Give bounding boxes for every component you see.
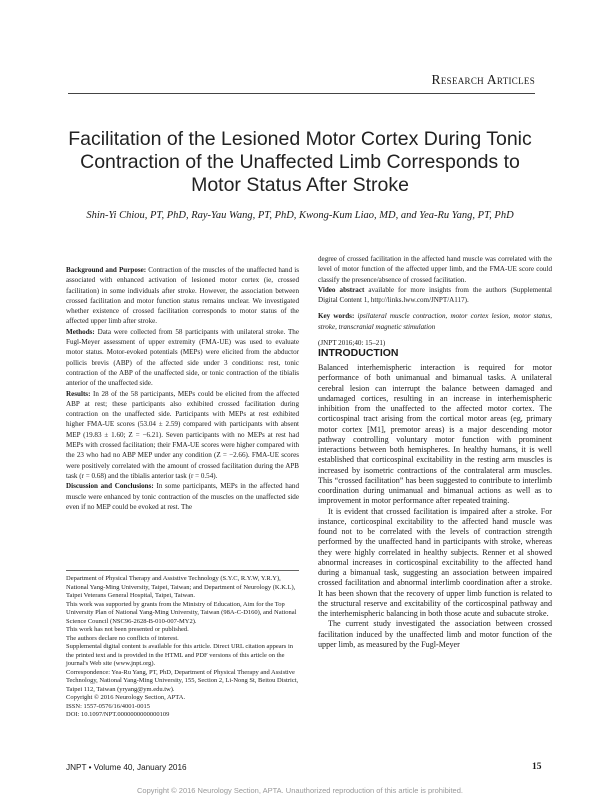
methods-label: Methods: [66, 327, 95, 336]
intro-body [318, 363, 552, 650]
footnote-funding: This work was supported by grants from the Ministry of Education, Aim for the Top University Plan of National Yang-Ming University, Taiwan (98A-C-D160), and National Science Council (NSC96-2628-B-010-007-MY2). [66, 600, 297, 625]
footnote-issn: ISSN: 1557-0576/16/4001-0015 [66, 702, 150, 710]
background-text: Contraction of the muscles of the unaffected hand is associated with enhanced activation of lesioned motor cortex (ie, crossed facilitation) in some individuals after stroke. However, the association between crossed facilitation and motor function status remains unclear. We investigated whether existence of crossed facilitation corresponds to motor status of the affected upper limb after stroke. [66, 266, 299, 326]
intro-paragraph-1: Balanced interhemispheric interaction is required for motor performance of both unimanual and bimanual tasks. A unilateral cerebral lesion can interrupt the balance between damaged and undamaged cortices, resulting in an increase in interhemispheric inhibition from the unaffected to the affected motor cortex. The corticospinal tract arising from the cortical motor areas (eg, primary motor cortex [M1], premotor areas) is a major descending motor pathway controlling voluntary motor function with prominent interactions between both hemispheres. In healthy humans, it is well established that corticospinal excitability in the resting arm muscles is increased by isometric contractions of the contralateral arm muscles. This “crossed facilitation” has been suggested to contribute to interlimb coordination during unimanual and bimanual actions as well as to improvement in motor performance after repeated training. [318, 363, 552, 506]
citation: (JNPT 2016;40: 15–21) [318, 339, 386, 348]
footnote-doi: DOI: 10.1097/NPT.0000000000000109 [66, 711, 170, 718]
video-label: Video abstract [318, 285, 365, 294]
background-label: Background and Purpose: [66, 266, 147, 274]
footnote-copyright: Copyright © 2016 Neurology Section, APTA. [66, 694, 186, 701]
methods-text: Data were collected from 58 participants with unilateral stroke. The Fugl-Meyer assessment of upper extremity (FMA-UE) was used to evaluate motor status. Motor-evoked potentials (MEPs) were elicited from the abductor pollicis brevis (ABP) of the affected side under 3 conditions: rest, tonic contraction of the ABP of the unaffected side, or tonic contraction of the tibialis anterior of the unaffected side. [66, 327, 299, 388]
header-rule [68, 93, 535, 94]
results-label: Results: [66, 389, 91, 398]
footnote-correspondence: Correspondence: Yea-Ru Yang, PT, PhD, Department of Physical Therapy and Assistive Technology, National Yang-Ming University, 155, Section 2, Li-Nong St, Beitou District, Taipei 112, Taiwan (yryang@ym.edu.tw). [66, 668, 299, 693]
copyright-notice: Copyright © 2016 Neurology Section, APTA. Unauthorized reproduction of this article is prohibited. [137, 786, 463, 795]
section-label: Research Articles [431, 72, 535, 87]
footnote-rule [66, 570, 299, 571]
page-number: 15 [532, 762, 542, 772]
keywords-text: ipsilateral muscle contraction, motor cortex lesion, motor status, stroke, transcranial magnetic stimulation [318, 312, 552, 331]
discussion-text: In some participants, MEPs in the affected hand muscle were enhanced by tonic contraction of the muscles on the unaffected side even if no MEP could be evoked at rest. The [66, 482, 299, 511]
abstract-left-column [66, 265, 299, 512]
intro-paragraph-2: It is evident that crossed facilitation is impaired after a stroke. For instance, corticospinal excitability to the affected hand muscle was found not to be correlated with the levels of contraction strength performed by the unaffected hand in participants with stroke, whereas they were highly correlated in healthy subjects. Renner et al showed abnormal increases in corticospinal excitability to the affected hand during a bimanual task, suggesting an association between impaired crossed facilitation and abnormal interlimb coordination after a stroke. It has been shown that the recovery of upper limb function is related to the structural reserve and excitability of the corticospinal pathway and the interhemispheric balancing in both those acute and subacute stroke. [318, 506, 552, 618]
intro-heading: INTRODUCTION [318, 347, 399, 359]
intro-paragraph-3: The current study investigated the association between crossed facilitation induced by the unaffected limb and motor function of the upper limb, as measured by the Fugl-Meyer [318, 619, 552, 649]
journal-footer: JNPT • Volume 40, January 2016 [66, 763, 187, 772]
keywords-label: Key words: [318, 312, 355, 321]
results-text: In 28 of the 58 participants, MEPs could be elicited from the affected ABP at rest; these participants also exhibited crossed facilitation during contraction on the unaffected side. Participants with MEPs at rest exhibited higher FMA-UE scores (53.04 ± 2.59) compared with participants with absent MEP (19.83 ± 1.60; Z = −6.21). Seven participants with no MEPs at rest had MEPs with crossed facilitation; their FMA-UE scores were higher compared with the 23 who had no ABP MEP under any condition (Z = −2.66). FMA-UE scores were positively correlated with the amount of crossed facilitation during the APB task (r = 0.68) and the tibialis anterior task (r = 0.54). [66, 389, 299, 480]
abstract-continued: degree of crossed facilitation in the affected hand muscle was correlated with the level of motor function of the affected upper limb, and the FMA-UE score could classify the presence/absence of crossed facilitation. [318, 255, 552, 284]
article-title: Facilitation of the Lesioned Motor Cortex During Tonic Contraction of the Unaffected Limb Corresponds to Motor Status After Stroke [68, 128, 532, 196]
footnote-supplemental: Supplemental digital content is available for this article. Direct URL citation appears in the printed text and is provided in the HTML and PDF versions of this article on the journal's Web site (www.jnpt.org). [66, 643, 294, 667]
footnotes [66, 575, 299, 720]
footnote-affiliation: Department of Physical Therapy and Assistive Technology (S.Y.C, R.Y.W, Y.R.Y), National Yang-Ming University, Taipei, Taiwan; and Department of Neurology (K.K.L), Taipei Veterans General Hospital, Taipei, Taiwan. [66, 575, 296, 599]
video-text[interactable]: available for more insights from the authors (Supplemental Digital Content 1, http://links.lww.com/JNPT/A117). [318, 285, 552, 305]
abstract-right-column [318, 254, 552, 348]
author-list: Shin-Yi Chiou, PT, PhD, Ray-Yau Wang, PT, PhD, Kwong-Kum Liao, MD, and Yea-Ru Yang, PT, PhD [86, 210, 514, 221]
discussion-label: Discussion and Conclusions: [66, 482, 154, 491]
footnote-presentation: This work has not been presented or published. [66, 626, 189, 633]
footnote-conflicts: The authors declare no conflicts of interest. [66, 634, 179, 642]
